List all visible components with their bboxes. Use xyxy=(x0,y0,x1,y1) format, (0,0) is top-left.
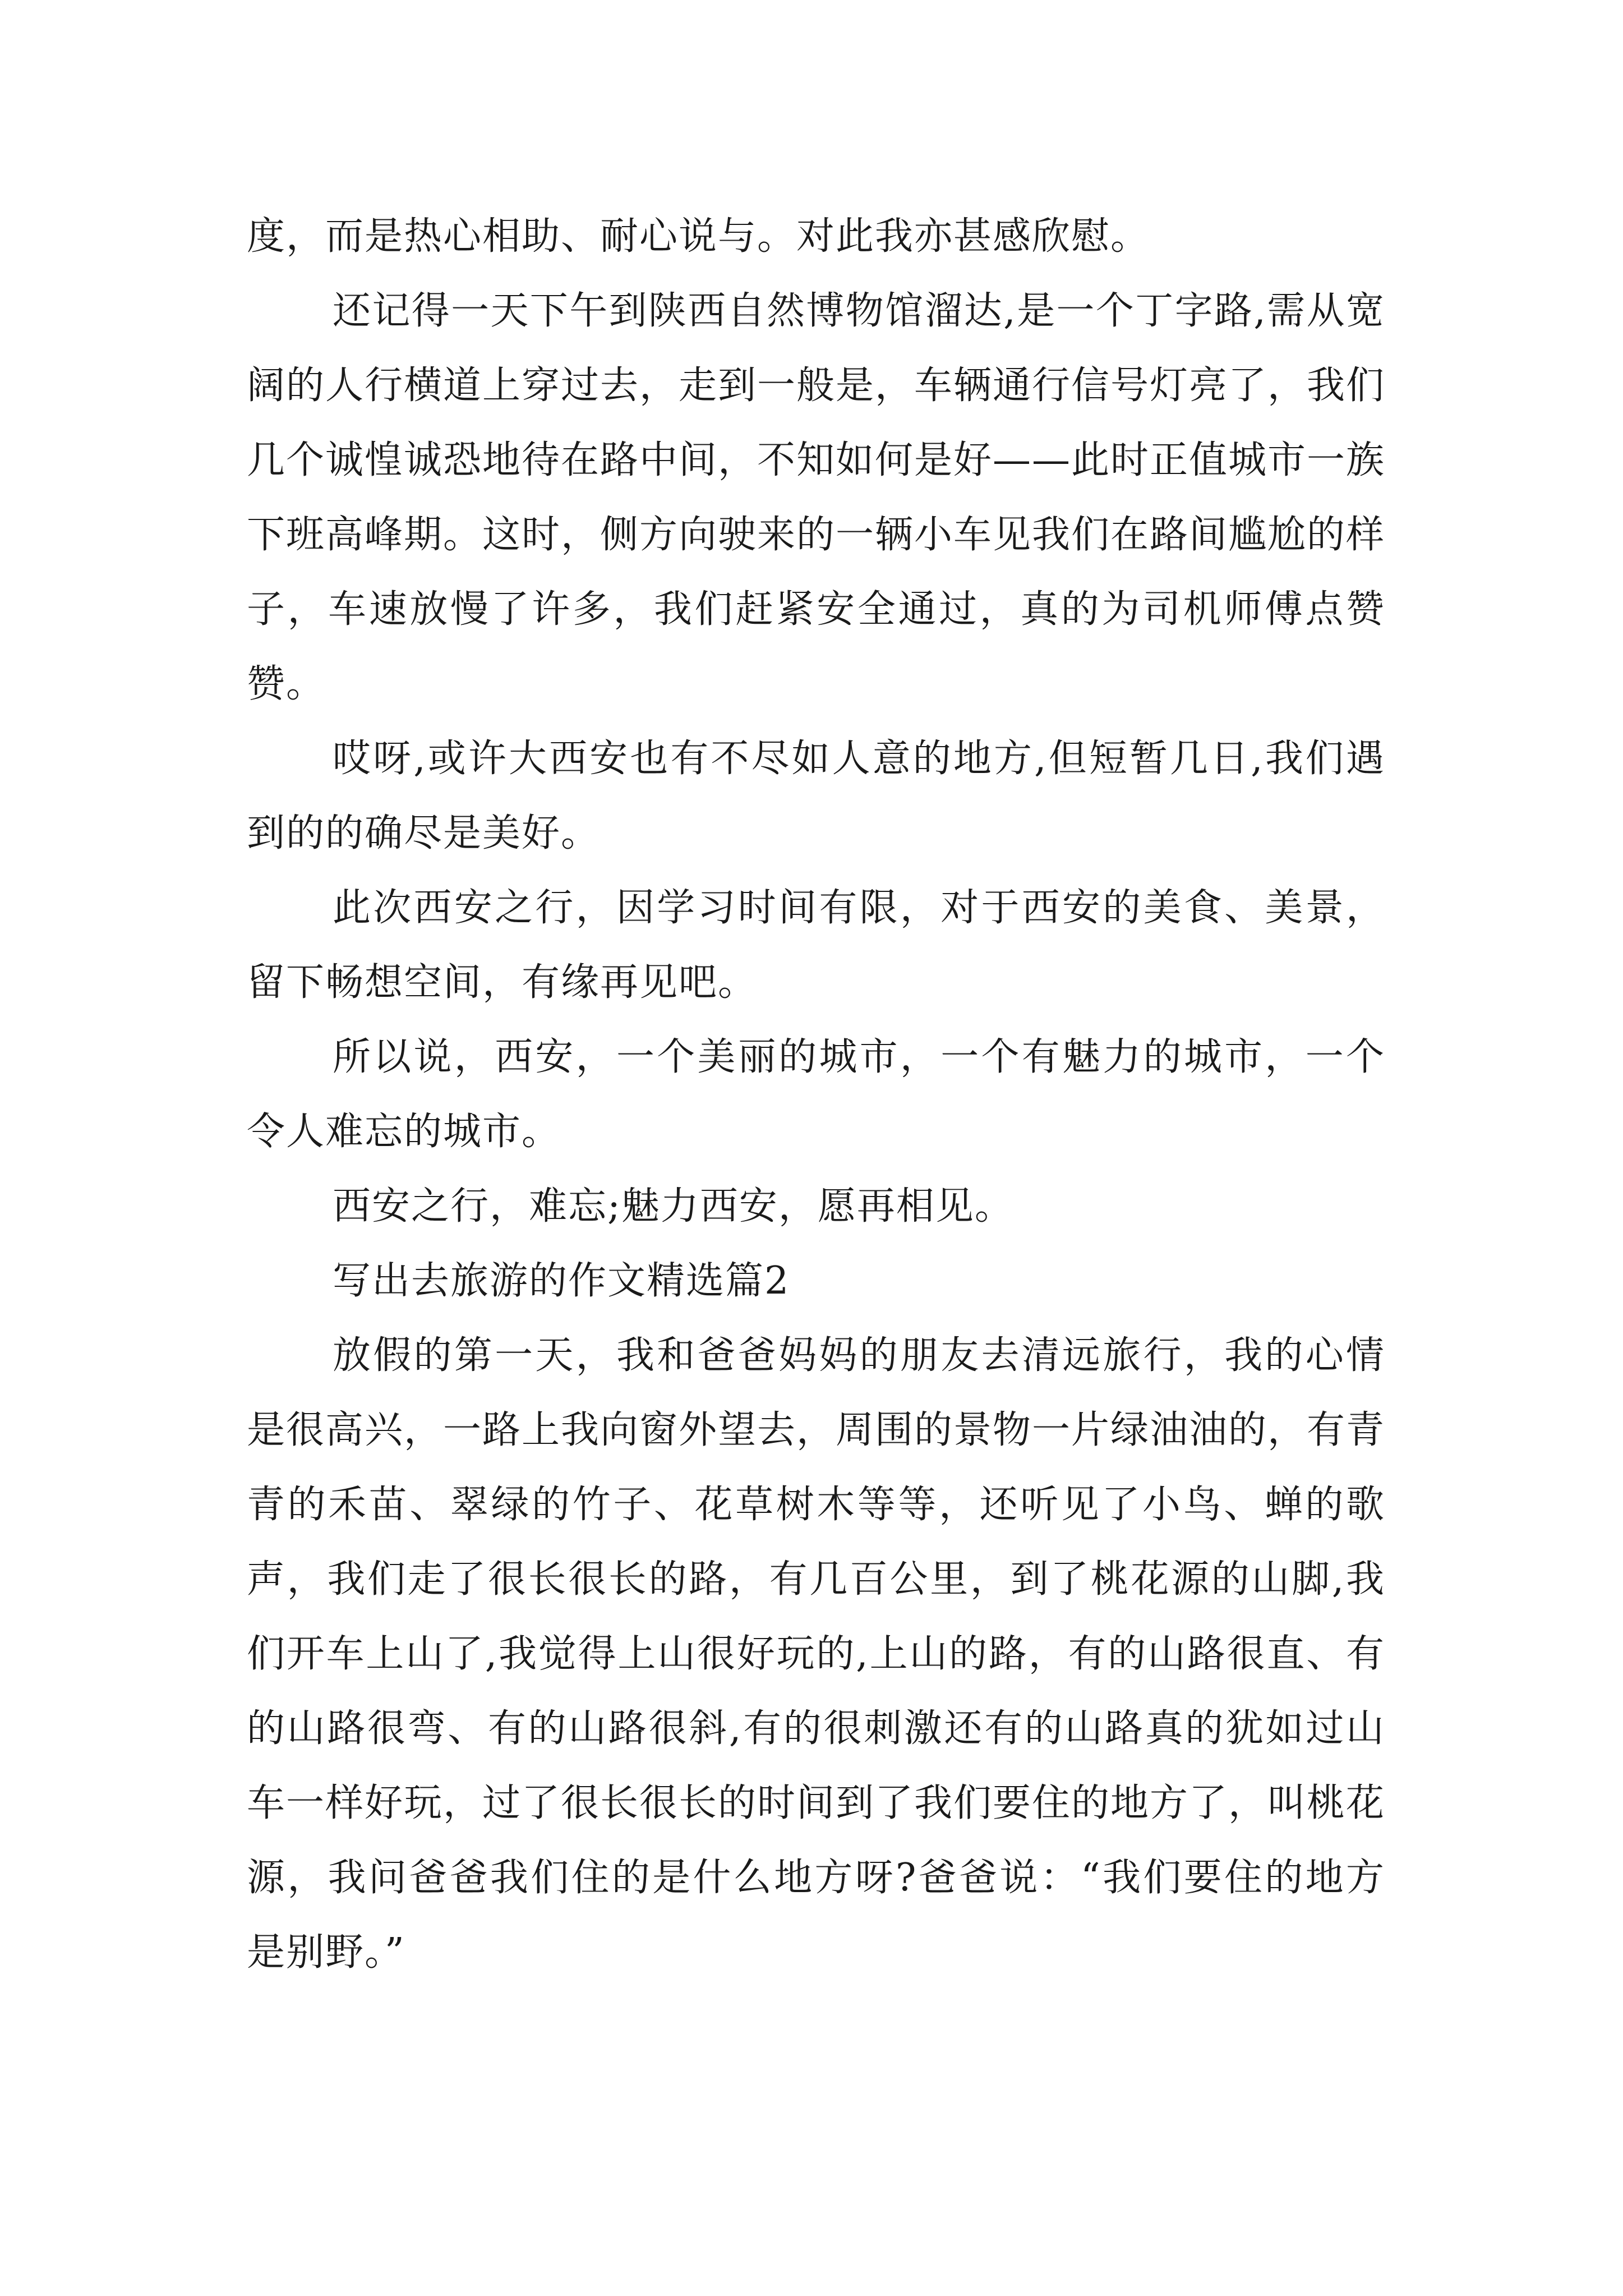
document-body xyxy=(247,199,1385,1990)
paragraph-2: 还记得一天下午到陕西自然博物馆溜达,是一个丁字路,需从宽阔的人行横道上穿过去，走到一般是，车辆通行信号灯亮了，我们几个诚惶诚恐地待在路中间，不知如何是好——此时正值城市一族下班高峰期。这时，侧方向驶来的一辆小车见我们在路间尴尬的样子，车速放慢了许多，我们赶紧安全通过，真的为司机师傅点赞赞。 xyxy=(247,289,1386,706)
paragraph-1: 度，而是热心相助、耐心说与。对此我亦甚感欣慰。 xyxy=(247,214,1150,259)
paragraph-4: 此次西安之行，因学习时间有限，对于西安的美食、美景，留下畅想空间，有缘再见吧。 xyxy=(247,886,1385,1005)
paragraph-7: 放假的第一天，我和爸爸妈妈的朋友去清远旅行，我的心情是很高兴，一路上我向窗外望去，周围的景物一片绿油油的，有青青的禾苗、翠绿的竹子、花草树木等等，还听见了小鸟、蝉的歌声，我们走了很长很长的路，有几百公里，到了桃花源的山脚,我们开车上山了,我觉得上山很好玩的,上山的路，有的山路很直、有的山路很弯、有的山路很斜,有的很刺激还有的山路真的犹如过山车一样好玩，过了很长很长的时间到了我们要住的地方了，叫桃花源，我问爸爸我们住的是什么地方呀?爸爸说：“我们要住的地方是别野。” xyxy=(247,1333,1386,1975)
section-heading: 写出去旅游的作文精选篇2 xyxy=(333,1259,790,1303)
paragraph-5: 所以说，西安，一个美丽的城市，一个有魅力的城市，一个令人难忘的城市。 xyxy=(247,1035,1385,1154)
paragraph-3: 哎呀,或许大西安也有不尽如人意的地方,但短暂几日,我们遇到的的确尽是美好。 xyxy=(247,737,1385,855)
paragraph-6: 西安之行，难忘;魅力西安，愿再相见。 xyxy=(333,1184,1014,1228)
